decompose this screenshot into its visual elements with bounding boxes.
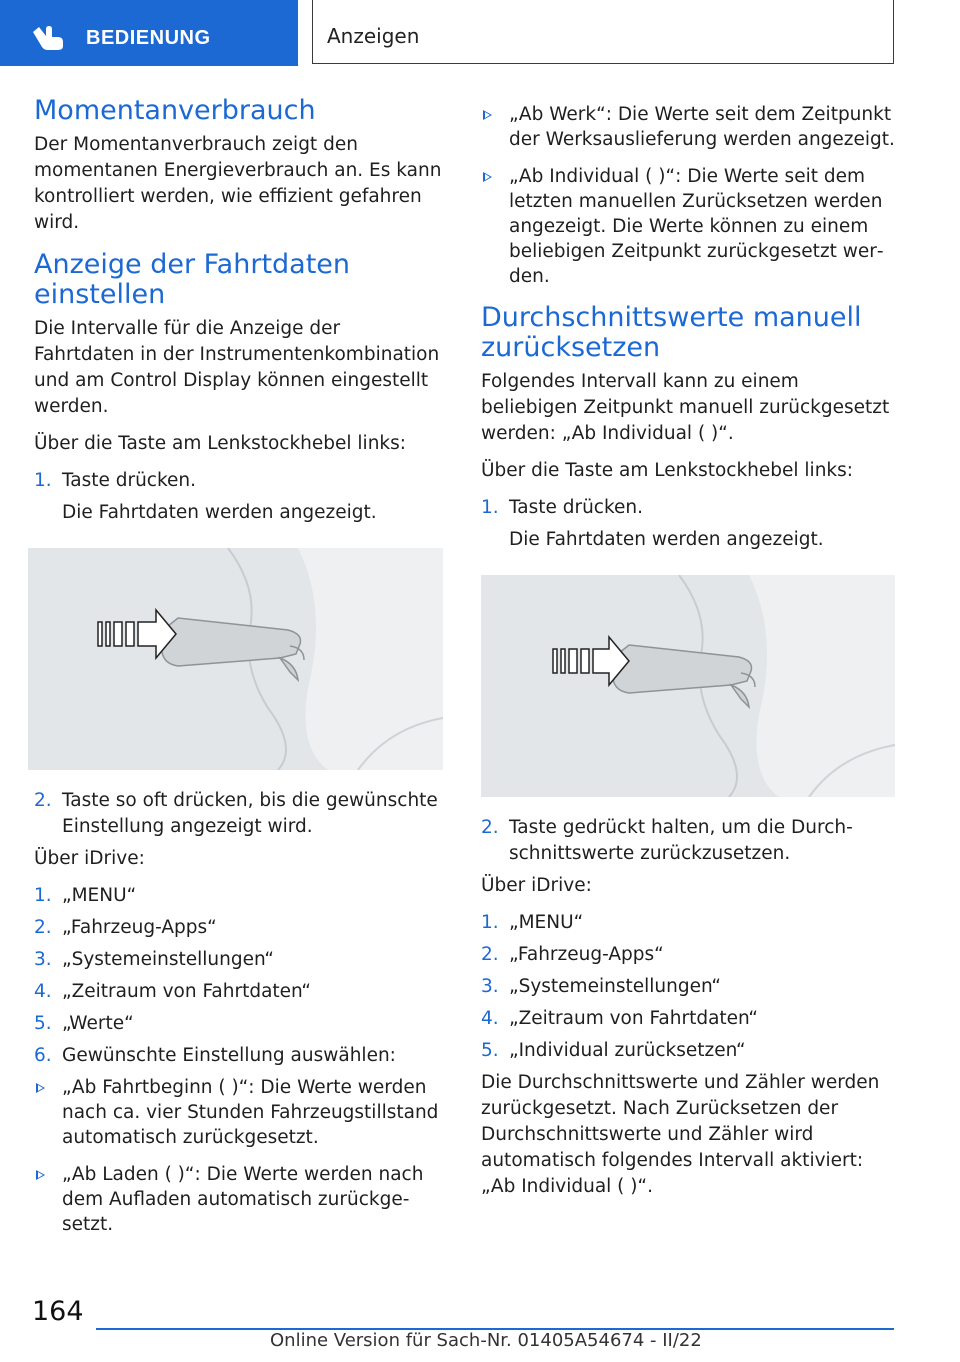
steps-list-continued (481, 815, 895, 867)
list-item (34, 468, 444, 526)
menu-path-text: „Systemeinstellungen“ (509, 976, 721, 997)
step-number: 1. (481, 912, 499, 933)
list-item (34, 1011, 444, 1037)
bullet-item (481, 102, 895, 152)
step-number: 5. (481, 1040, 499, 1061)
step-number: 4. (34, 981, 52, 1002)
bullet-item (34, 1162, 444, 1237)
step-text: Taste gedrückt halten, um die Durchschnittswerte zurückzusetzen. (509, 817, 853, 864)
right-column (481, 96, 895, 1211)
paragraph-taste-lenkstock: Über die Taste am Lenkstockhebel links: (34, 433, 407, 454)
step-text: Taste drücken. (509, 497, 644, 518)
step-number: 1. (34, 470, 52, 491)
list-item (34, 947, 444, 973)
bullet-text: „Ab Individual ( )“: Die Werte seit dem letzten manuellen Zurücksetzen werden angezeigt. Die Werte können zu einem beliebigen Zeitpunkt zurückgesetzt werden. (509, 166, 884, 287)
list-item (481, 1006, 895, 1032)
online-version-note: Online Version für Sach-Nr. 01405A54674 - II/22 (270, 1330, 702, 1351)
step-number: 4. (481, 1008, 499, 1029)
paragraph-taste-lenkstock: Über die Taste am Lenkstockhebel links: (481, 460, 854, 481)
bullet-text: „Ab Laden ( )“: Die Werte werden nach dem Aufladen automatisch zurückgesetzt. (62, 1164, 424, 1235)
page-number: 164 (32, 1296, 84, 1327)
menu-path-text: „Werte“ (62, 1013, 134, 1034)
menu-path-text: „Fahrzeug-Apps“ (62, 917, 217, 938)
idrive-menu-list (481, 910, 895, 1064)
list-item (34, 788, 444, 840)
steps-list (481, 495, 895, 553)
bullet-item (34, 1075, 444, 1150)
list-item (481, 815, 895, 867)
heading-momentanverbrauch: Momentanverbrauch (34, 95, 316, 126)
hand-pointer-icon (30, 24, 68, 52)
idrive-menu-list (34, 883, 444, 1069)
section-tab (0, 0, 298, 66)
list-item (34, 979, 444, 1005)
heading-anzeige-fahrtdaten: Anzeige der Fahrtdaten einstellen (34, 249, 351, 310)
bullet-text: „Ab Werk“: Die Werte seit dem Zeitpunkt der Werksauslieferung werden angezeigt. (509, 104, 895, 150)
menu-path-text: „Systemeinstellungen“ (62, 949, 274, 970)
step-number: 2. (34, 790, 52, 811)
list-item (481, 942, 895, 968)
bullet-item (481, 164, 895, 289)
menu-path-text: „Zeitraum von Fahrtdaten“ (509, 1008, 759, 1029)
steps-list-continued (34, 788, 444, 840)
paragraph-idrive: Über iDrive: (481, 875, 592, 896)
list-item (34, 883, 444, 909)
triangle-bullet-icon (483, 172, 492, 182)
chapter-label: Anzeigen (327, 24, 420, 48)
section-label: BEDIENUNG (86, 27, 211, 49)
triangle-bullet-icon (483, 110, 492, 120)
paragraph-intervalle: Die Intervalle für die Anzeige der Fahrtdaten in der Instrumentenkombination und am Control Display können eingestellt werden. (34, 318, 440, 417)
triangle-bullet-icon (36, 1170, 45, 1180)
list-item (481, 495, 895, 553)
step-number: 3. (34, 949, 52, 970)
step-number: 2. (34, 917, 52, 938)
step-subtext: Die Fahrtdaten werden angezeigt. (62, 502, 377, 523)
steering-stalk-illustration (28, 548, 443, 770)
options-bullet-list-continued (481, 102, 895, 289)
steps-list (34, 468, 444, 526)
menu-path-text: „Zeitraum von Fahrtdaten“ (62, 981, 312, 1002)
bullet-text: „Ab Fahrtbeginn ( )“: Die Werte werden nach ca. vier Stunden Fahrzeugstillstand automatisch zurückgesetzt. (62, 1077, 439, 1148)
list-item (481, 974, 895, 1000)
list-item (34, 915, 444, 941)
list-item (481, 910, 895, 936)
step-number: 6. (34, 1045, 52, 1066)
menu-path-text: „Individual zurücksetzen“ (509, 1040, 746, 1061)
step-text: Taste drücken. (62, 470, 197, 491)
step-number: 2. (481, 817, 499, 838)
menu-path-text: Gewünschte Einstellung auswählen: (62, 1045, 396, 1066)
list-item (481, 1038, 895, 1064)
step-subtext: Die Fahrtdaten werden angezeigt. (509, 529, 824, 550)
chapter-box (312, 0, 894, 64)
step-number: 2. (481, 944, 499, 965)
heading-durchschnittswerte: Durchschnittswerte manuell zurücksetzen (481, 302, 862, 363)
left-column (34, 96, 444, 1249)
paragraph-idrive: Über iDrive: (34, 848, 145, 869)
paragraph-final: Die Durchschnittswerte und Zähler werden zurückgesetzt. Nach Zurücksetzen der Durchschnittswerte und Zähler wird automatisch folgendes Intervall aktiviert: „Ab Individual ( )“. (481, 1072, 880, 1197)
menu-path-text: „Fahrzeug-Apps“ (509, 944, 664, 965)
paragraph-intervall: Folgendes Intervall kann zu einem beliebigen Zeitpunkt manuell zurückgesetzt werden: „Ab Individual ( )“. (481, 371, 890, 444)
triangle-bullet-icon (36, 1083, 45, 1093)
step-number: 5. (34, 1013, 52, 1034)
step-number: 3. (481, 976, 499, 997)
paragraph-momentanverbrauch: Der Momentanverbrauch zeigt den momentanen Energieverbrauch an. Es kann kontrolliert werden, wie effizient gefahren wird. (34, 134, 442, 233)
page-header (0, 0, 960, 66)
menu-path-text: „MENU“ (62, 885, 137, 906)
step-number: 1. (481, 497, 499, 518)
menu-path-text: „MENU“ (509, 912, 584, 933)
step-number: 1. (34, 885, 52, 906)
steering-stalk-illustration (481, 575, 895, 797)
step-text: Taste so oft drücken, bis die gewünschte Einstellung angezeigt wird. (62, 790, 438, 837)
list-item (34, 1043, 444, 1069)
options-bullet-list (34, 1075, 444, 1237)
